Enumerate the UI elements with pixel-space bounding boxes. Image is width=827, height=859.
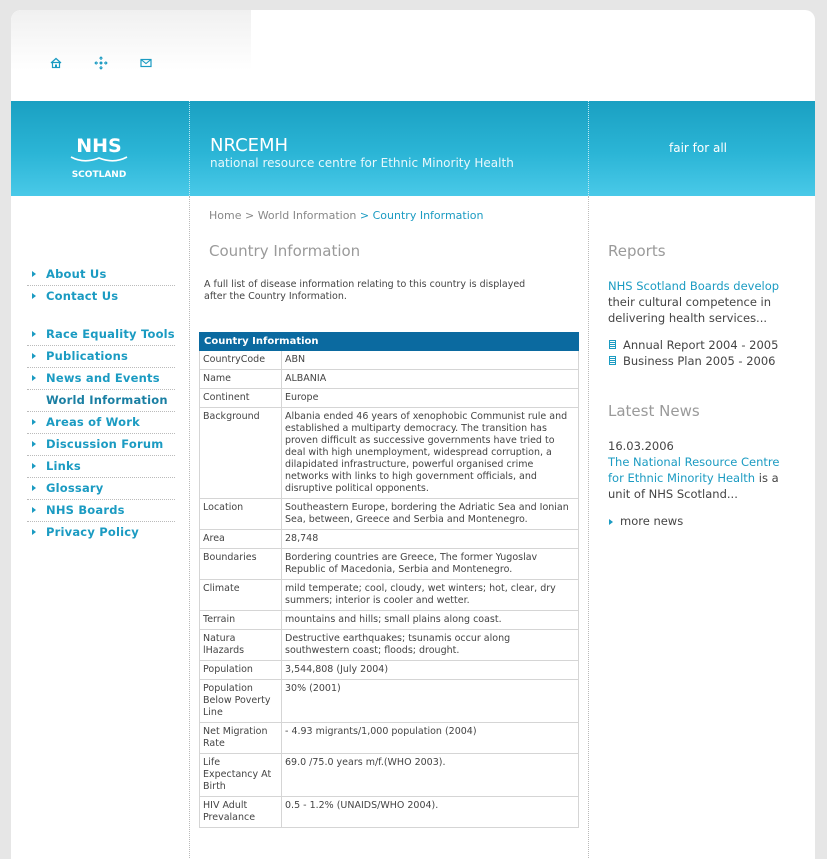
field-value: Destructive earthquakes; tsunamis occur along southwestern coast; floods; drought. — [282, 630, 579, 661]
nav-item-label: Publications — [46, 349, 129, 363]
nav-item-label: Links — [46, 459, 81, 473]
news-item — [608, 454, 793, 502]
table-row — [200, 408, 579, 499]
table-header: Country Information — [200, 333, 579, 351]
breadcrumb-home[interactable]: Home — [209, 209, 242, 222]
bullet-arrow-icon — [32, 485, 36, 491]
nav-item-nhs-boards[interactable] — [27, 500, 175, 522]
column-divider — [588, 196, 589, 859]
field-value: 69.0 /75.0 years m/f.(WHO 2003). — [282, 754, 579, 797]
bullet-arrow-icon — [609, 519, 613, 525]
right-sidebar — [608, 242, 793, 528]
field-name: Location — [200, 499, 282, 530]
page-title: Country Information — [209, 242, 361, 260]
breadcrumb-separator: > — [244, 209, 255, 222]
page — [11, 10, 815, 859]
table-row — [200, 499, 579, 530]
more-news-label: more news — [620, 514, 684, 528]
nav-item-privacy-policy[interactable] — [27, 522, 175, 544]
field-name: Name — [200, 370, 282, 389]
top-glow — [11, 10, 251, 70]
bullet-arrow-icon — [32, 529, 36, 535]
bullet-arrow-icon — [32, 271, 36, 277]
field-value: 0.5 - 1.2% (UNAIDS/WHO 2004). — [282, 797, 579, 828]
document-icon — [609, 356, 616, 365]
field-value: 30% (2001) — [282, 680, 579, 723]
breadcrumb — [209, 209, 484, 222]
banner-divider — [189, 101, 190, 196]
intro-text: A full list of disease information relating to this country is displayed after the Country Information. — [204, 279, 526, 302]
latest-news-heading: Latest News — [608, 402, 700, 420]
table-row — [200, 549, 579, 580]
field-name: Natura lHazards — [200, 630, 282, 661]
reports-documents — [608, 337, 793, 369]
field-value: mountains and hills; small plains along coast. — [282, 611, 579, 630]
field-name: Climate — [200, 580, 282, 611]
field-name: CountryCode — [200, 351, 282, 370]
nav-item-discussion-forum[interactable] — [27, 434, 175, 456]
nav-item-label: Areas of Work — [46, 415, 140, 429]
news-date: 16.03.2006 — [608, 439, 674, 453]
field-name: Continent — [200, 389, 282, 408]
banner-divider — [588, 101, 589, 196]
breadcrumb-separator: > — [359, 209, 370, 222]
reports-summary — [608, 278, 793, 326]
bullet-arrow-icon — [32, 331, 36, 337]
field-name: Background — [200, 408, 282, 499]
field-value: 28,748 — [282, 530, 579, 549]
nav-item-label: Glossary — [46, 481, 104, 495]
nav-item-label: Privacy Policy — [46, 525, 139, 539]
field-name: HIV Adult Prevalance — [200, 797, 282, 828]
nav-item-contact-us[interactable] — [27, 286, 175, 308]
home-icon[interactable] — [49, 56, 63, 70]
breadcrumb-world-information[interactable]: World Information — [257, 209, 357, 222]
logo-subtext: SCOTLAND — [71, 170, 127, 180]
table-row — [200, 580, 579, 611]
nav-item-world-information[interactable] — [27, 390, 175, 412]
field-value: Albania ended 46 years of xenophobic Communist rule and established a multiparty democracy. The transition has proven difficult as successive governments have tried to deal with high unemployment, widespread corruption, a dilapidated infrastructure, powerful organised crime networks with links to high government officials, and disruptive political opponents. — [282, 408, 579, 499]
nav-group-sections — [27, 324, 175, 544]
table-row — [200, 630, 579, 661]
field-name: Population — [200, 661, 282, 680]
header-banner — [11, 101, 815, 196]
table-row — [200, 661, 579, 680]
field-value: Europe — [282, 389, 579, 408]
field-value: 3,544,808 (July 2004) — [282, 661, 579, 680]
nhs-scotland-logo[interactable] — [69, 136, 129, 180]
nav-item-label: About Us — [46, 267, 107, 281]
bullet-arrow-icon — [32, 353, 36, 359]
breadcrumb-current: Country Information — [372, 209, 484, 222]
table-row — [200, 389, 579, 408]
table-row — [200, 723, 579, 754]
tagline: fair for all — [669, 141, 727, 155]
nav-item-publications[interactable] — [27, 346, 175, 368]
news-text: is a unit of NHS Scotland... — [608, 471, 779, 501]
table-row — [200, 611, 579, 630]
nav-item-areas-of-work[interactable] — [27, 412, 175, 434]
table-row — [200, 530, 579, 549]
table-row — [200, 680, 579, 723]
column-divider — [189, 196, 190, 859]
site-subtitle: national resource centre for Ethnic Minority Health — [210, 156, 514, 170]
top-toolbar — [11, 10, 815, 101]
nav-item-label: Contact Us — [46, 289, 119, 303]
document-link[interactable] — [608, 353, 793, 369]
field-value: - 4.93 migrants/1,000 population (2004) — [282, 723, 579, 754]
field-value: ABN — [282, 351, 579, 370]
nav-item-label: Discussion Forum — [46, 437, 164, 451]
nav-item-label: Race Equality Tools — [46, 327, 175, 341]
nav-item-news-and-events[interactable] — [27, 368, 175, 390]
nav-group-main — [27, 264, 175, 308]
site-title: NRCEMH — [210, 135, 289, 156]
sitemap-icon[interactable] — [94, 56, 108, 70]
nav-item-glossary[interactable] — [27, 478, 175, 500]
field-name: Life Expectancy At Birth — [200, 754, 282, 797]
document-label: Business Plan 2005 - 2006 — [623, 354, 776, 368]
nav-item-race-equality-tools[interactable] — [27, 324, 175, 346]
table-row — [200, 351, 579, 370]
field-name: Area — [200, 530, 282, 549]
bullet-arrow-icon — [32, 463, 36, 469]
more-news-link[interactable] — [608, 514, 793, 528]
bullet-arrow-icon — [32, 375, 36, 381]
bullet-arrow-icon — [32, 507, 36, 513]
field-value: Bordering countries are Greece, The former Yugoslav Republic of Macedonia, Serbia and Montenegro. — [282, 549, 579, 580]
field-value: mild temperate; cool, cloudy, wet winters; hot, clear, dry summers; interior is cooler and wetter. — [282, 580, 579, 611]
document-icon — [609, 340, 616, 349]
reports-link[interactable]: NHS Scotland Boards develop — [608, 279, 780, 293]
field-name: Terrain — [200, 611, 282, 630]
nav-item-label: World Information — [46, 393, 168, 407]
field-name: Net Migration Rate — [200, 723, 282, 754]
table-row — [200, 370, 579, 389]
reports-heading: Reports — [608, 242, 666, 260]
table-row — [200, 797, 579, 828]
table-row — [200, 754, 579, 797]
field-name: Population Below Poverty Line — [200, 680, 282, 723]
document-label: Annual Report 2004 - 2005 — [623, 338, 779, 352]
nav-item-label: News and Events — [46, 371, 160, 385]
bullet-arrow-icon — [32, 419, 36, 425]
nav-item-about-us[interactable] — [27, 264, 175, 286]
reports-text: their cultural competence in delivering health services... — [608, 295, 772, 325]
nav-item-label: NHS Boards — [46, 503, 125, 517]
news-link[interactable]: The National Resource Centre for Ethnic Minority Health — [608, 455, 780, 485]
mail-icon[interactable] — [139, 56, 153, 70]
left-navigation — [27, 264, 175, 560]
field-name: Boundaries — [200, 549, 282, 580]
field-value: Southeastern Europe, bordering the Adriatic Sea and Ionian Sea, between, Greece and Serbia and Montenegro. — [282, 499, 579, 530]
bullet-arrow-icon — [32, 293, 36, 299]
field-value: ALBANIA — [282, 370, 579, 389]
nav-item-links[interactable] — [27, 456, 175, 478]
bullet-arrow-icon — [32, 441, 36, 447]
document-link[interactable] — [608, 337, 793, 353]
country-info-table — [199, 332, 579, 828]
logo-text: NHS — [76, 135, 122, 157]
